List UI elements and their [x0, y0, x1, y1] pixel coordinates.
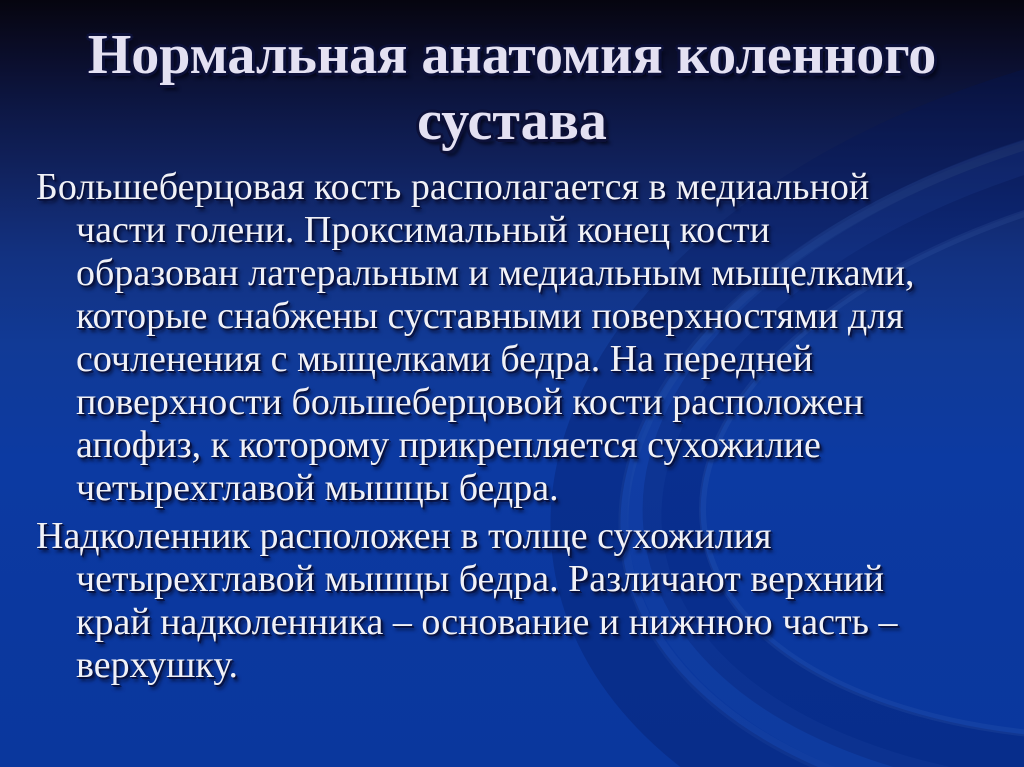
slide-title-line-1: Нормальная анатомия коленного: [87, 24, 937, 86]
body-text-line: Большеберцовая кость располагается в медиальной: [36, 166, 870, 208]
body-text-line: четырехглавой мышцы бедра. Различают верхний: [76, 558, 884, 600]
slide-body-text: [0, 166, 1024, 687]
body-text-line: четырехглавой мышцы бедра.: [76, 467, 559, 509]
body-text-line: сочленения с мыщелками бедра. На передней: [76, 338, 813, 380]
slide-title-line-2: сустава: [417, 90, 607, 152]
body-text-line: край надколенника – основание и нижнюю часть –: [76, 601, 898, 643]
body-text-line: апофиз, к которому прикрепляется сухожилие: [76, 424, 821, 466]
body-text-line: верхушку.: [76, 644, 239, 686]
body-text-line: части голени. Проксимальный конец кости: [76, 209, 770, 251]
body-text-line: Надколенник расположен в толще сухожилия: [36, 515, 772, 557]
body-text-line: образован латеральным и медиальным мыщелками,: [76, 252, 915, 294]
slide-title: [0, 22, 1024, 154]
body-text-line: поверхности большеберцовой кости расположен: [76, 381, 864, 423]
body-text-line: которые снабжены суставными поверхностями для: [76, 295, 904, 337]
